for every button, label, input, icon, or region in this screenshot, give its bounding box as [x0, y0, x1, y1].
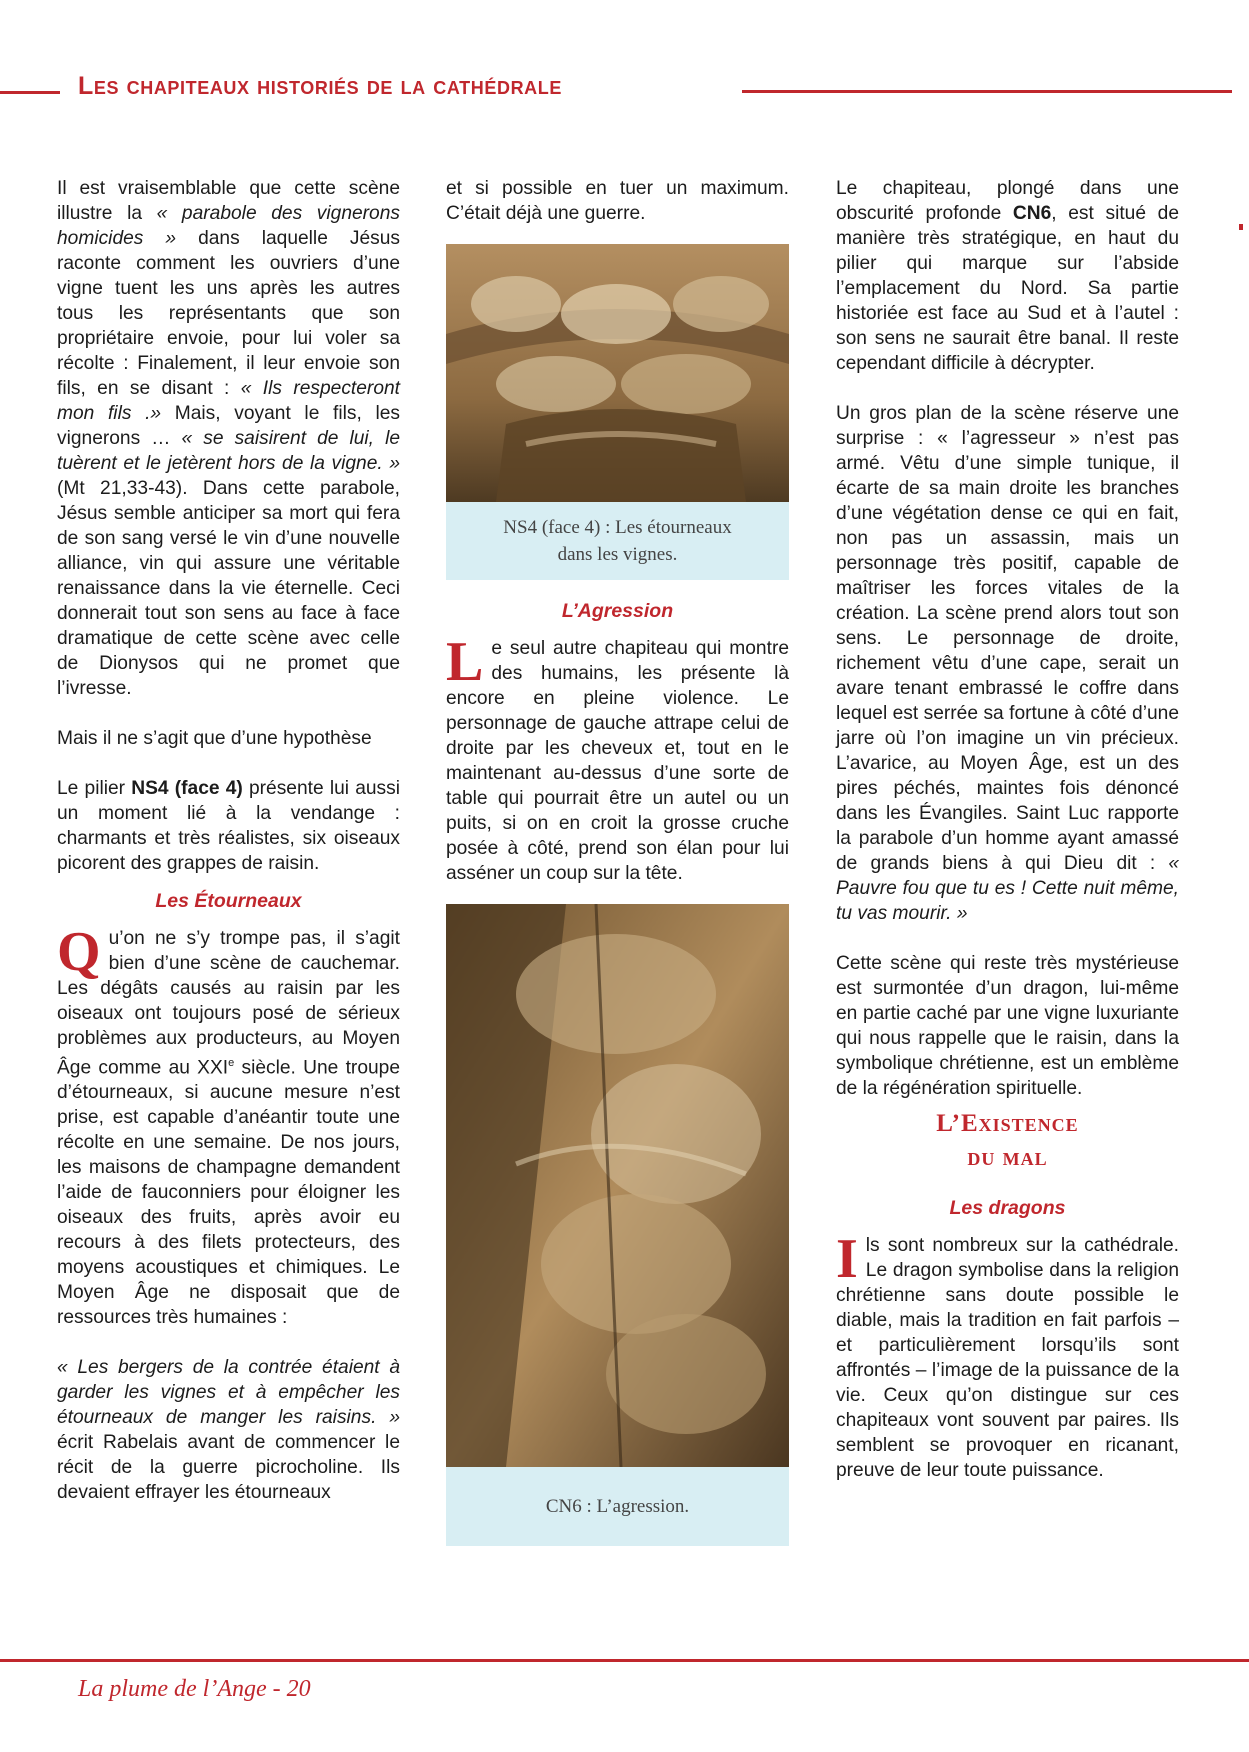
paragraph-parable: Il est vraisemblable que cette scène illustre la « parabole des vignerons homicides » dans laquelle Jésus raconte comment les ouvriers d’une vigne tuent les uns après les autres tous les représentants que son propriétaire envoie, pour lui voler sa récolte : Finalement, il leur envoie son fils, en se disant : « Ils respecteront mon fils .» Mais, voyant le fils, les vignerons … « se saisirent de lui, le tuèrent et le jetèrent hors de la vigne. » (Mt 21,33-43). Dans cette parabole, Jésus semble anticiper sa mort qui fera de son sang versé le vin d’une nouvelle alliance, vin qui assure une véritable renaissance dans la vie éternelle. Ceci donnerait tout son sens au face à face dramatique de cette scène avec celle de Dionysos qui ne promet que l’ivresse.: [57, 178, 401, 699]
column-3: [836, 176, 1179, 1483]
paragraph-dragons: Ils sont nombreux sur la cathédrale. Le dragon symbolise dans la religion chrétienne sans doute possible le diable, mais la tradition en fait parfois – et particulièrement lorsqu’ils sont affrontés – l’image de la puissance de la vie. Ceux qu’on distingue sur ces chapiteaux vont souvent par paires. Ils semblent se provoquer en ricanant, preuve de leur toute puissance.: [836, 1228, 1179, 1481]
drop-cap: I: [836, 1228, 858, 1290]
figure-cn6: [446, 904, 789, 1546]
subheading-agression: L’Agression: [561, 600, 674, 622]
header-rule-right: [742, 90, 1232, 93]
paragraph-ns4: Le pilier NS4 (face 4) présente lui aussi un moment lié à la vendange : charmants et très réalistes, six oiseaux picorent des grappes de raisin.: [57, 778, 400, 874]
margin-mark: [1239, 224, 1243, 230]
paragraph-rabelais: « Les bergers de la contrée étaient à garder les vignes et à empêcher les étourneaux de manger les raisins. » écrit Rabelais avant de commencer le récit de la guerre picrocholine. Ils devaient effrayer les étourneaux: [57, 1357, 400, 1504]
paragraph-continuation: et si possible en tuer un maximum. C’était déjà une guerre.: [446, 178, 789, 224]
paragraph-agression: Le seul autre chapiteau qui montre des humains, les présente là encore en pleine violence. Le personnage de gauche attrape celui de droite par les cheveux et, tout en le maintenant au-dessus d’une sorte de table qui pourrait être un autel ou un puits, si on en croit la grosse cruche posée à côté, prend son élan pour lui asséner un coup sur la tête.: [446, 631, 789, 884]
footer-rule: [0, 1659, 1249, 1662]
paragraph-cn6: Le chapiteau, plongé dans une obscurité profonde CN6, est situé de manière très stratégique, en haut du pilier qui marque sur l’abside l’emplacement du Nord. Sa partie historiée est face au Sud et à l’autel : son sens ne saurait être banal. Il reste cependant difficile à décrypter.: [836, 178, 1180, 374]
section-title: L’Existence du mal: [936, 1110, 1079, 1171]
column-1: [57, 176, 400, 1505]
caption-ns4: NS4 (face 4) : Les étourneaux dans les vignes.: [446, 502, 789, 580]
paragraph-gros-plan: Un gros plan de la scène réserve une surprise : « l’agresseur » n’est pas armé. Vêtu d’une simple tunique, il écarte de sa main droite les branches d’une végétation dense ce qui en fait, non pas un assassin, mais un personnage très positif, capable de maîtriser les forces vitales de la création. La scène prend alors tout son sens. Le personnage de droite, richement vêtu d’une cape, serait un avare tenant embrassé le coffre dans lequel est serrée sa fortune à côté d’une jarre où l’on imagine un vin précieux. L’avarice, au Moyen Âge, est un des pires péchés, maintes fois dénoncé dans les Évangiles. Saint Luc rapporte la parabole d’un homme ayant amassé de grands biens à qui Dieu dit : « Pauvre fou que tu es ! Cette nuit même, tu vas mourir. »: [836, 403, 1179, 924]
drop-cap: Q: [57, 921, 101, 983]
drop-cap: L: [446, 631, 484, 693]
header-rule-left: [0, 91, 60, 94]
subheading-etourneaux: Les Étourneaux: [155, 890, 302, 912]
photo-agression: [446, 904, 789, 1467]
caption-cn6: CN6 : L’agression.: [446, 1467, 789, 1546]
page-header: [0, 62, 1249, 122]
paragraph-etourneaux: Qu’on ne s’y trompe pas, il s’agit bien d’une scène de cauchemar. Les dégâts causés au raisin par les oiseaux ont toujours posé de sérieux problèmes aux producteurs, au Moyen Âge comme au XXIe siècle. Une troupe d’étourneaux, si aucune mesure n’est prise, est capable d’anéantir toute une récolte en une semaine. De nos jours, les maisons de champagne demandent l’aide de fauconniers pour éloigner les oiseaux des fruits, après avoir eu recours à des filets protecteurs, des moyens acoustiques et chimiques. Le Moyen Âge ne disposait que de ressources très humaines :: [57, 921, 401, 1329]
figure-ns4: [446, 244, 789, 580]
paragraph-dragon: Cette scène qui reste très mystérieuse est surmontée d’un dragon, lui-même en partie caché par une vigne luxuriante qui nous rappelle que le raisin, dans la symbolique chrétienne, est un emblème de la régénération spirituelle.: [836, 953, 1179, 1099]
photo-etourneaux: [446, 244, 789, 502]
footer-page-label: La plume de l’Ange - 20: [78, 1676, 311, 1702]
running-title: Les chapiteaux historiés de la cathédrale: [78, 72, 562, 100]
paragraph-hypothesis: Mais il ne s’agit que d’une hypothèse: [57, 728, 372, 749]
subheading-dragons: Les dragons: [949, 1197, 1066, 1219]
column-2: [446, 176, 789, 1546]
